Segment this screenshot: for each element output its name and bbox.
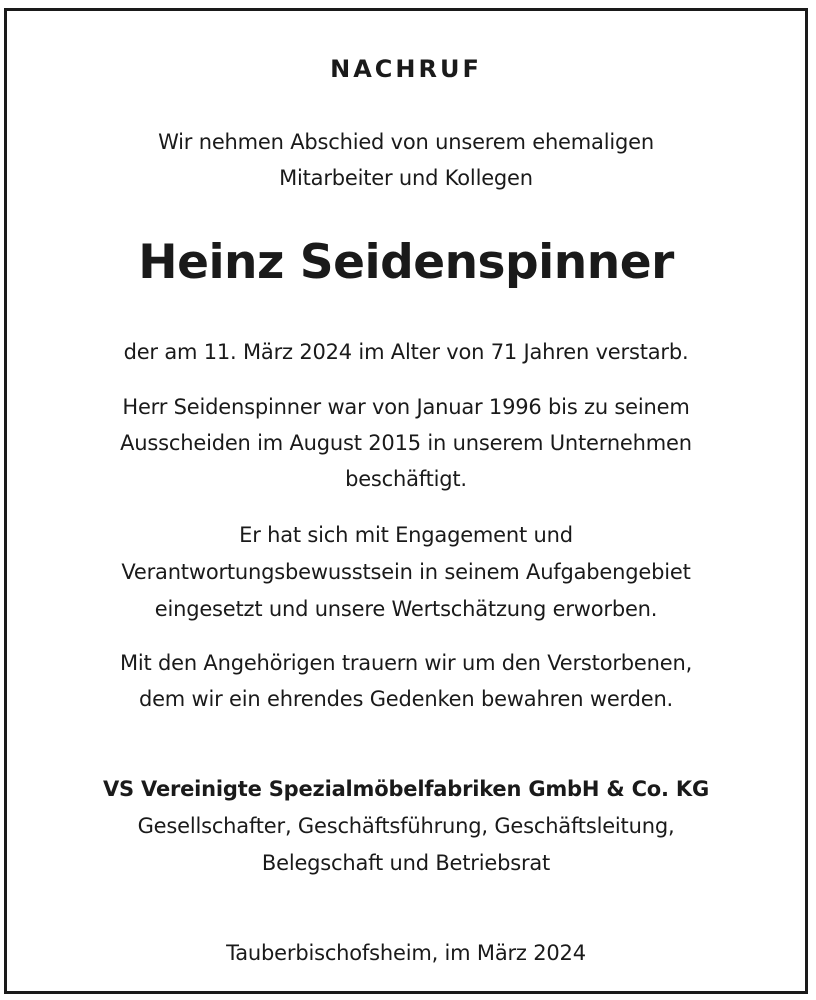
mourning-line-1: Mit den Angehörigen trauern wir um den Verstorbenen, bbox=[119, 651, 693, 675]
death-date-line: der am 11. März 2024 im Alter von 71 Jahren verstarb. bbox=[123, 340, 689, 364]
obituary-notice bbox=[7, 11, 805, 991]
notice-heading: NACHRUF bbox=[330, 55, 482, 83]
engagement-line-3: eingesetzt und unsere Wertschätzung erworben. bbox=[154, 597, 658, 621]
notice-frame bbox=[4, 8, 808, 994]
deceased-name: Heinz Seidenspinner bbox=[138, 235, 674, 290]
employment-line-3: beschäftigt. bbox=[345, 467, 467, 491]
signatories-line-1: Gesellschafter, Geschäftsführung, Geschäftsleitung, bbox=[137, 814, 675, 838]
employment-line-2: Ausscheiden im August 2015 in unserem Unternehmen bbox=[120, 431, 692, 455]
intro-line-1: Wir nehmen Abschied von unserem ehemaligen bbox=[158, 130, 654, 154]
employment-line-1: Herr Seidenspinner war von Januar 1996 bis zu seinem bbox=[122, 395, 690, 419]
mourning-line-2: dem wir ein ehrendes Gedenken bewahren werden. bbox=[138, 687, 674, 711]
place-date: Tauberbischofsheim, im März 2024 bbox=[226, 941, 586, 965]
company-name: VS Vereinigte Spezialmöbelfabriken GmbH & Co. KG bbox=[102, 777, 710, 801]
signatories-line-2: Belegschaft und Betriebsrat bbox=[261, 851, 551, 875]
intro-line-2: Mitarbeiter und Kollegen bbox=[279, 166, 533, 190]
engagement-line-2: Verantwortungsbewusstsein in seinem Aufgabengebiet bbox=[121, 560, 691, 584]
engagement-line-1: Er hat sich mit Engagement und bbox=[239, 523, 573, 547]
